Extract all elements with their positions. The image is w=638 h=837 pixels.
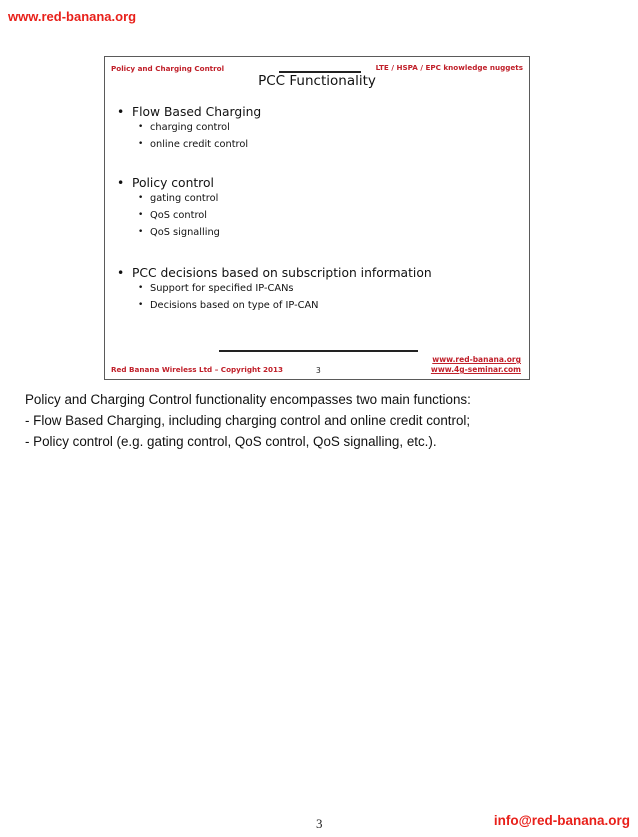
bullet-item: • QoS control — [117, 210, 432, 227]
bullet-item: • charging control — [117, 122, 432, 139]
bullet-heading: • Flow Based Charging — [117, 105, 432, 122]
slide-copyright: Red Banana Wireless Ltd – Copyright 2013 — [111, 365, 284, 374]
bullet-item: • Support for specified IP-CANs — [117, 283, 432, 300]
contact-email[interactable]: info@red-banana.org — [493, 813, 630, 828]
slide-links — [431, 355, 521, 375]
slide — [104, 56, 530, 380]
page-number: 3 — [316, 816, 323, 831]
slide-title: PCC Functionality — [258, 73, 376, 89]
site-link[interactable]: www.red-banana.org — [8, 9, 137, 24]
bullet-item: • online credit control — [117, 139, 432, 156]
description-line: - Flow Based Charging, including charging control and online credit control; — [25, 413, 471, 428]
slide-link-red-banana[interactable]: www.red-banana.org — [432, 355, 521, 364]
description-line: - Policy control (e.g. gating control, QoS control, QoS signalling, etc.). — [25, 434, 437, 449]
slide-link-4g-seminar[interactable]: www.4g-seminar.com — [430, 365, 521, 374]
slide-bullets — [117, 105, 432, 317]
bullet-item: • Decisions based on type of IP-CAN — [117, 300, 432, 317]
description-line: Policy and Charging Control functionality encompasses two main functions: — [25, 392, 471, 407]
bullet-item: • QoS signalling — [117, 227, 432, 244]
bullet-heading: • PCC decisions based on subscription information — [117, 266, 432, 283]
slide-header-left: Policy and Charging Control — [111, 64, 225, 73]
bullet-heading: • Policy control — [117, 176, 432, 193]
slide-header-right: LTE / HSPA / EPC knowledge nuggets — [375, 63, 523, 72]
bullet-item: • gating control — [117, 193, 432, 210]
slide-page-number: 3 — [316, 366, 321, 375]
description-text — [25, 389, 625, 452]
footer-divider — [219, 350, 418, 352]
